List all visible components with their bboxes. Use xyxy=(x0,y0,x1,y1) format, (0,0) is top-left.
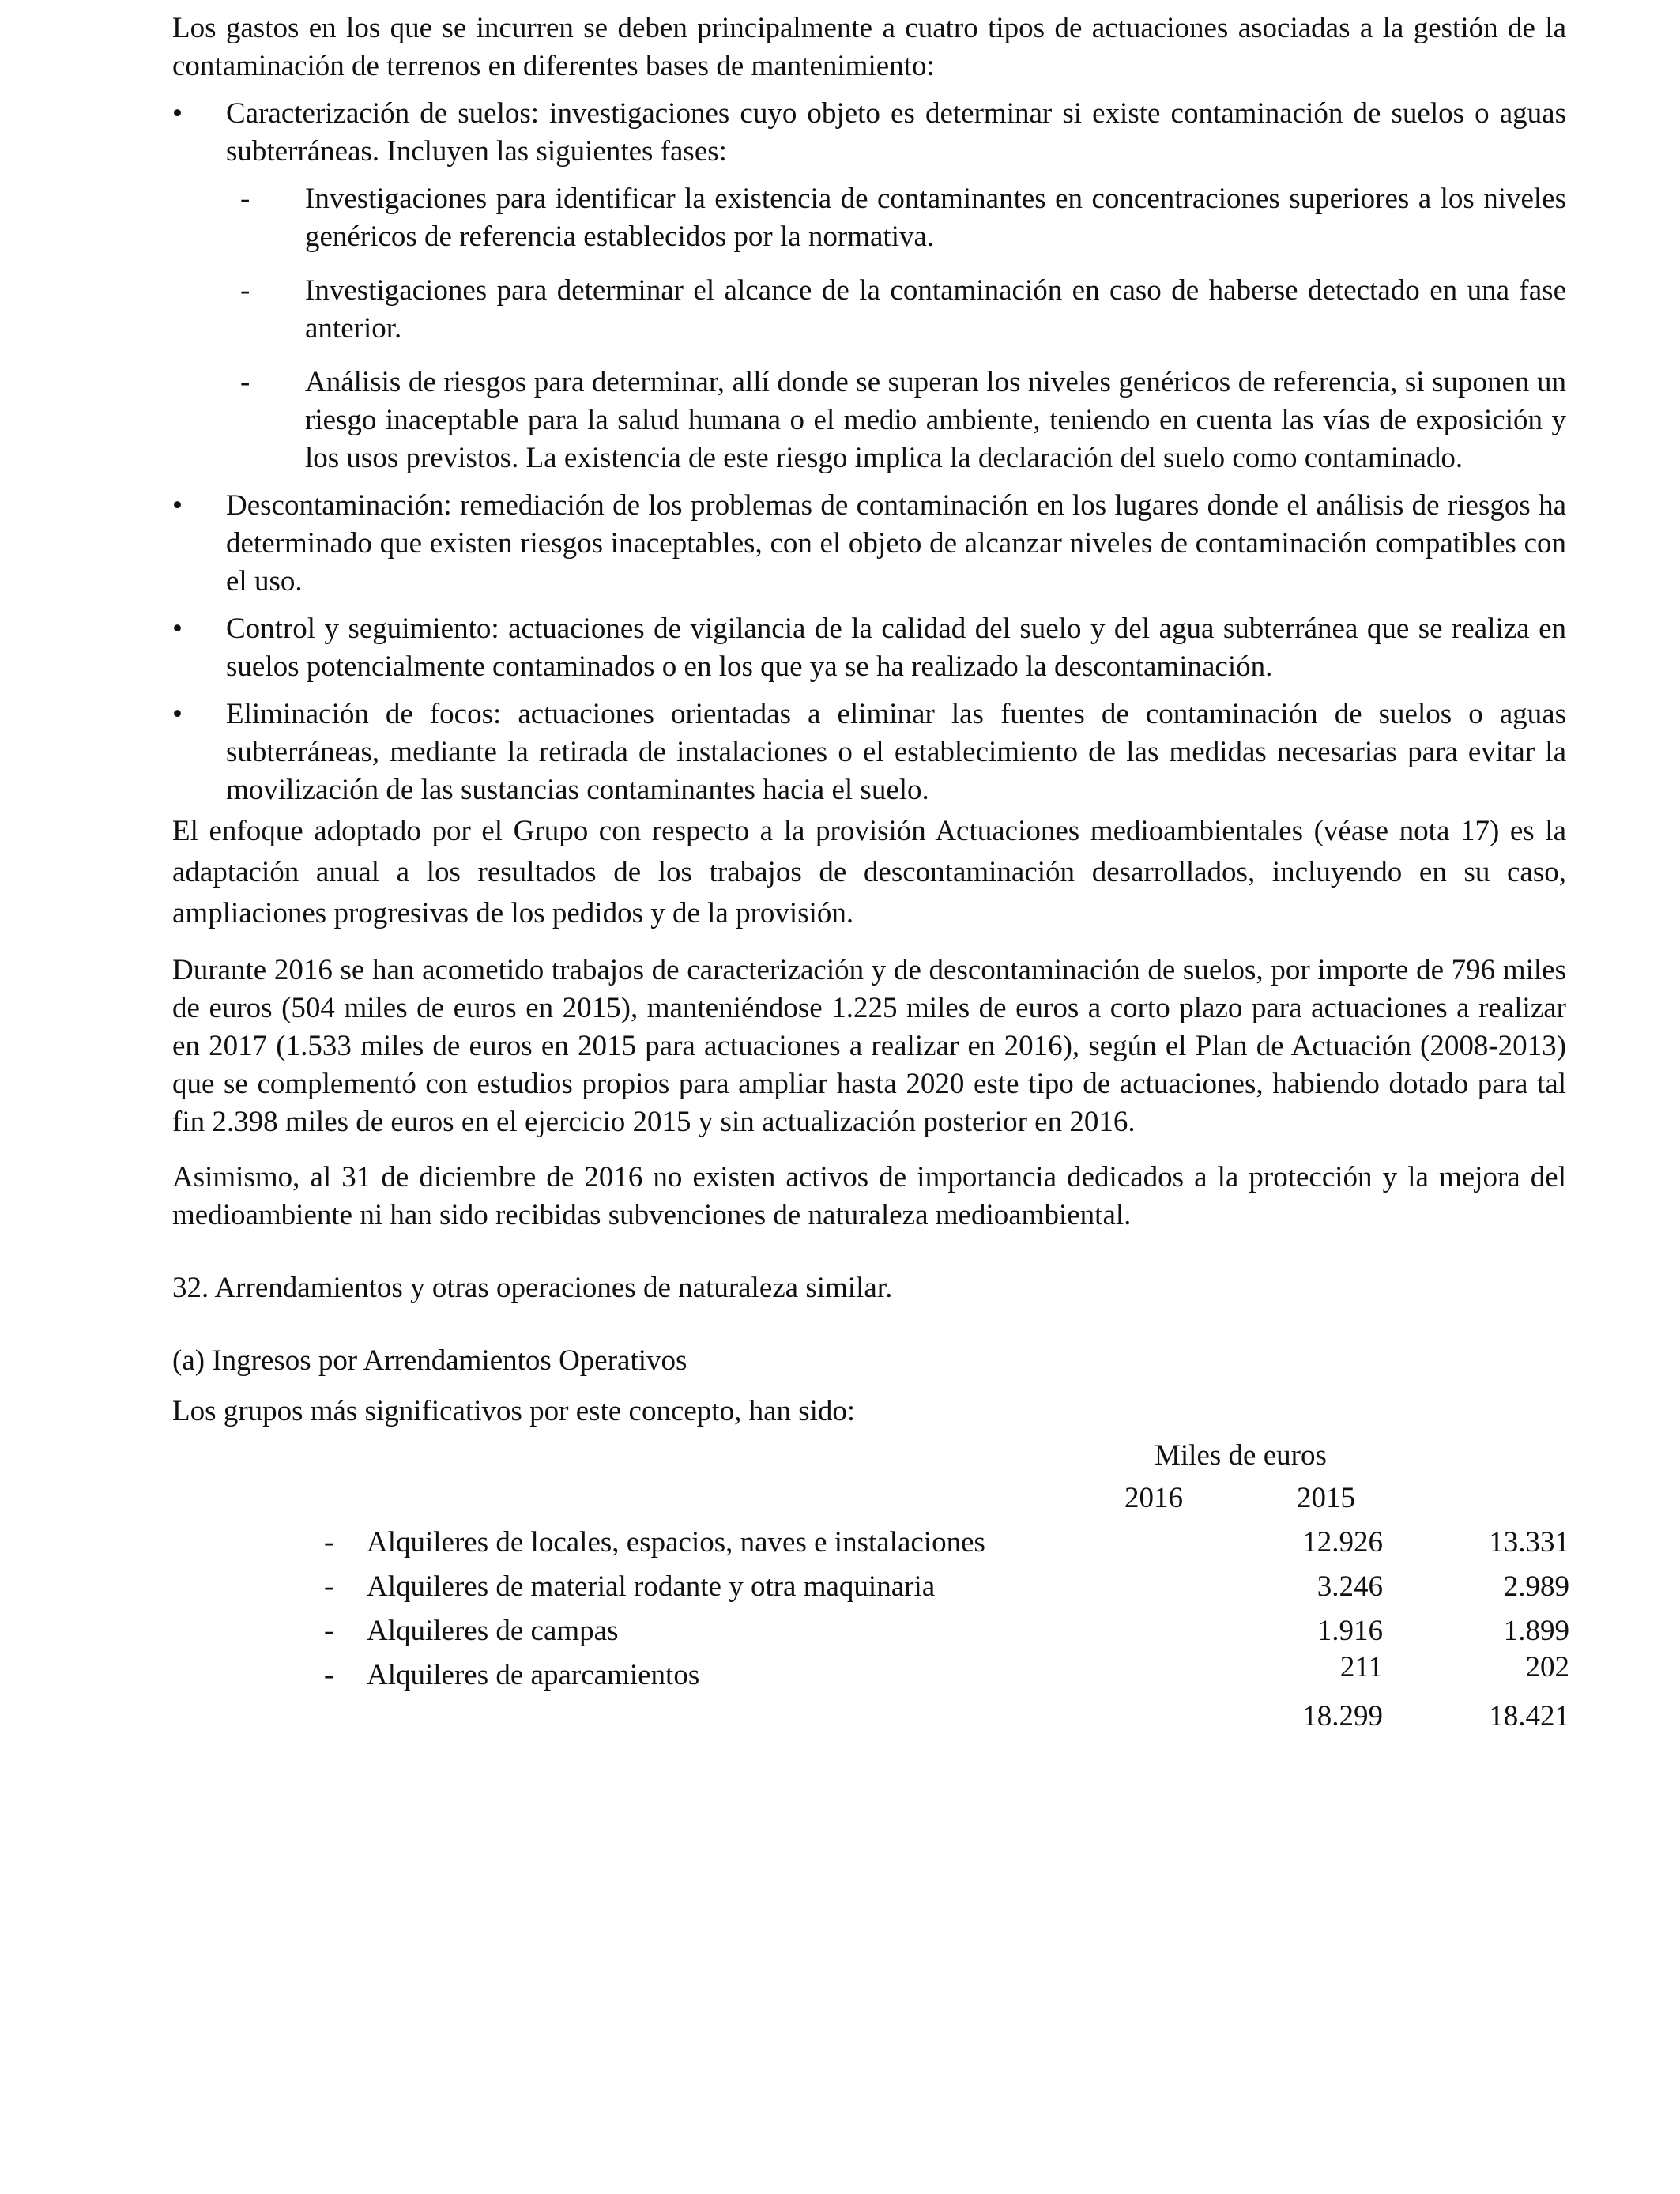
value-2015: 202 xyxy=(1525,1651,1569,1683)
value-2015: 1.899 xyxy=(1503,1615,1569,1647)
list-item xyxy=(172,610,1566,686)
intro-paragraph: Los gastos en los que se incurren se deben principalmente a cuatro tipos de actuaciones asociadas a la gestión de la contaminación de terrenos en diferentes bases de mantenimiento: xyxy=(172,12,1566,82)
list-item-text: Eliminación de focos: actuaciones orientadas a eliminar las fuentes de contaminación de suelos o aguas subterráneas, mediante la retirada de instalaciones o el establecimiento de las medidas necesarias para evitar la movilización de las sustancias contaminantes hacia el suelo. xyxy=(226,698,1566,806)
value-2016: 1.916 xyxy=(1317,1615,1383,1647)
column-header-2015: 2015 xyxy=(1297,1482,1355,1514)
value-2015: 13.331 xyxy=(1489,1526,1569,1559)
sublist-item xyxy=(226,272,1566,348)
list-item-text: Control y seguimiento: actuaciones de vigilancia de la calidad del suelo y del agua subterránea que se realiza en suelos potencialmente contaminados o en los que ya se ha realizado la descontaminación. xyxy=(226,613,1566,683)
list-item xyxy=(172,95,1566,477)
grupos-intro: Los grupos más significativos por este concepto, han sido: xyxy=(172,1395,856,1427)
fases-sublist xyxy=(226,180,1566,477)
dash-icon: - xyxy=(324,1659,334,1691)
durante-paragraph: Durante 2016 se han acometido trabajos de caracterización y de descontaminación de suelos, por importe de 796 miles de euros (504 miles de euros en 2015), manteniéndose 1.225 miles de euros a corto plazo para actuaciones a realizar en 2017 (1.533 miles de euros en 2015 para actuaciones a realizar en 2016), según el Plan de Actuación (2008-2013) que se complementó con estudios propios para ampliar hasta 2020 este tipo de actuaciones, habiendo dotado para tal fin 2.398 miles de euros en el ejercicio 2015 y sin actualización posterior en 2016. xyxy=(172,954,1566,1138)
dash-icon: - xyxy=(240,274,250,307)
column-header-2016: 2016 xyxy=(1124,1482,1183,1514)
value-2015: 2.989 xyxy=(1503,1570,1569,1603)
sublist-item xyxy=(226,364,1566,477)
actuaciones-list xyxy=(172,95,1566,809)
dash-icon: - xyxy=(324,1526,334,1559)
dash-icon: - xyxy=(324,1570,334,1603)
table-row xyxy=(172,1524,1569,1568)
dash-icon: - xyxy=(324,1615,334,1647)
bullet-icon: • xyxy=(172,489,183,522)
bullet-icon: • xyxy=(172,97,183,130)
list-item xyxy=(172,696,1566,809)
total-2015: 18.421 xyxy=(1489,1700,1569,1732)
list-item-text: Caracterización de suelos: investigaciones cuyo objeto es determinar si existe contaminación de suelos o aguas subterráneas. Incluyen las siguientes fases: xyxy=(226,97,1566,168)
section-heading: 32. Arrendamientos y otras operaciones de naturaleza similar. xyxy=(172,1272,893,1304)
document-page xyxy=(172,0,1569,1769)
value-2016: 12.926 xyxy=(1302,1526,1383,1559)
table-row xyxy=(172,1568,1569,1612)
sublist-item-text: Investigaciones para identificar la existencia de contaminantes en concentraciones superiores a los niveles genéricos de referencia establecidos por la normativa. xyxy=(305,183,1566,253)
enfoque-paragraph: El enfoque adoptado por el Grupo con respecto a la provisión Actuaciones medioambientales (véase nota 17) es la adaptación anual a los resultados de los trabajos de descontaminación desarrollados, incluyendo en su caso, ampliaciones progresivas de los pedidos y de la provisión. xyxy=(172,815,1566,929)
row-label: Alquileres de locales, espacios, naves e instalaciones xyxy=(367,1526,985,1559)
table-row xyxy=(172,1649,1569,1693)
value-2016: 211 xyxy=(1339,1651,1383,1683)
dash-icon: - xyxy=(240,366,250,398)
asimismo-paragraph: Asimismo, al 31 de diciembre de 2016 no existen activos de importancia dedicados a la protección y la mejora del medioambiente ni han sido recibidas subvenciones de naturaleza medioambiental. xyxy=(172,1161,1566,1231)
dash-icon: - xyxy=(240,183,250,215)
bullet-icon: • xyxy=(172,613,183,645)
row-label: Alquileres de aparcamientos xyxy=(367,1659,700,1691)
row-label: Alquileres de campas xyxy=(367,1615,619,1647)
sublist-item-text: Investigaciones para determinar el alcance de la contaminación en caso de haberse detectado en una fase anterior. xyxy=(305,274,1566,345)
unit-header: Miles de euros xyxy=(1155,1439,1327,1472)
subsection-heading: (a) Ingresos por Arrendamientos Operativos xyxy=(172,1344,687,1377)
totals-row xyxy=(172,1698,1569,1742)
total-2016: 18.299 xyxy=(1302,1700,1383,1732)
row-label: Alquileres de material rodante y otra maquinaria xyxy=(367,1570,936,1603)
sublist-item-text: Análisis de riesgos para determinar, allí donde se superan los niveles genéricos de referencia, si suponen un riesgo inaceptable para la salud humana o el medio ambiente, teniendo en cuenta las vías de exposición y los usos previstos. La existencia de este riesgo implica la declaración del suelo como contaminado. xyxy=(305,366,1566,474)
list-item xyxy=(172,487,1566,601)
bullet-icon: • xyxy=(172,698,183,730)
list-item-text: Descontaminación: remediación de los problemas de contaminación en los lugares donde el análisis de riesgos ha determinado que existen riesgos inaceptables, con el objeto de alcanzar niveles de contaminación compatibles con el uso. xyxy=(226,489,1566,598)
sublist-item xyxy=(226,180,1566,256)
ingresos-table xyxy=(172,1437,1569,1769)
value-2016: 3.246 xyxy=(1317,1570,1383,1603)
